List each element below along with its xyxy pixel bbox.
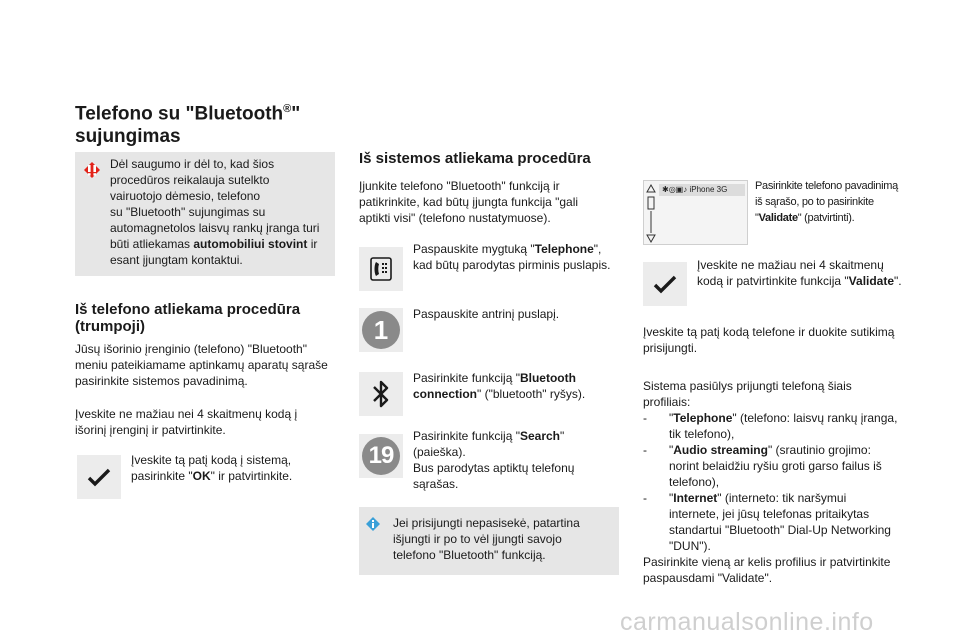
page-1-badge-box: [359, 308, 403, 352]
system-procedure-heading: Iš sistemos atliekama procedūra: [359, 150, 591, 167]
same-code-text: Įveskite tą patį kodą telefone ir duokite sutikimą prisijungti.: [643, 325, 895, 355]
watermark: carmanualsonline.info: [620, 608, 874, 636]
bluetooth-status-icons: ✱◎▣♪: [662, 185, 688, 194]
phone-procedure-para2: Įveskite ne mažiau nei 4 skaitmenų kodą į išorinį įrenginį ir patvirtinkite.: [75, 407, 298, 437]
step-bluetooth-text: Pasirinkite funkciją "Bluetooth connection" ("bluetooth" ryšys).: [413, 371, 586, 401]
step-search-text: Pasirinkite funkciją "Search" (paieška). Bus parodytas aptiktų telefonų sąrašas.: [413, 429, 575, 491]
checkmark-box: [77, 455, 121, 499]
page-title: Telefono su "Bluetooth®" sujungimas: [75, 103, 301, 148]
bluetooth-box: [359, 372, 403, 416]
phone-procedure-step: Įveskite tą patį kodą į sistemą, pasirinkite "OK" ir patvirtinkite.: [131, 453, 293, 483]
telephone-icon: [367, 255, 395, 283]
warning-icon: [82, 160, 102, 180]
page-19-badge-box: [359, 434, 403, 478]
select-phone-text: Pasirinkite telefono pavadinimą iš sąrašo, po to pasirinkite "Validate" (patvirtinti).: [755, 180, 898, 224]
info-icon: [365, 516, 381, 532]
enter-code-text: Įveskite ne mažiau nei 4 skaitmenų kodą ir patvirtinkite funkcija "Validate".: [697, 258, 902, 288]
phone-name-label: iPhone 3G: [689, 185, 728, 194]
profile-audio-streaming: - "Audio streaming" (srautinio grojimo: norint belaidžiu ryšiu groti garso failus iš telefono),: [643, 443, 882, 489]
phone-list-item[interactable]: [659, 184, 745, 196]
scrollbar-icon: [646, 183, 656, 243]
profile-internet: - "Internet" (interneto: tik naršymui internete, jei jūsų telefonas pritaikytas standartui "Bluetooth" Dial-Up Networking "DUN").: [643, 491, 891, 553]
phone-procedure-heading: Iš telefono atliekama procedūra (trumpoji): [75, 301, 301, 335]
phone-list-screen: [643, 180, 748, 245]
checkmark-box-2: [643, 262, 687, 306]
checkmark-icon: [87, 467, 111, 487]
profiles-list: [643, 410, 933, 554]
profile-telephone: - "Telephone" (telefono: laisvų rankų įranga, tik telefono),: [643, 411, 898, 441]
page-1-badge: 1: [362, 311, 400, 349]
phone-procedure-para1: Jūsų išorinio įrenginio (telefono) "Bluetooth" meniu pateikiamame aptinkamų aparatų sąraše pasirinkite sistemos pavadinimą.: [75, 342, 328, 388]
telephone-button-box: [359, 247, 403, 291]
warning-text: Dėl saugumo ir dėl to, kad šios procedūros reikalauja sutelkto vairuotojo dėmesio, telefono su "Bluetooth" sujungimas su automagnetolos laisvų rankų įranga turi būti atliekamas automobiliui stovint ir esant įjungtam kontaktui.: [110, 157, 320, 267]
step-telephone-text: Paspauskite mygtuką "Telephone", kad būtų parodytas pirminis puslapis.: [413, 242, 611, 272]
bluetooth-icon: [370, 379, 392, 409]
checkmark-icon: [653, 274, 677, 294]
system-procedure-intro: Įjunkite telefono "Bluetooth" funkciją ir patikrinkite, kad būtų įjungta funkcija "gali aptikti visi" (telefono nustatymuose).: [359, 179, 579, 225]
step-secondary-page-text: Paspauskite antrinį puslapį.: [413, 307, 560, 321]
page-19-badge: 19: [362, 437, 400, 475]
profiles-section: Sistema pasiūlys prijungti telefoną šiais profiliais: - "Telephone" (telefono: laisvų rankų įranga, tik telefono), - "Audio streaming" (srautinio grojimo: norint belaidžiu ryšiu groti garso failus iš telefono), - "Internet" (interneto: tik naršymui internete, jei jūsų telefonas pritaikytas standartui "Bluetooth" Dial-Up Networking "DUN"). Pasirinkite vieną ar kelis profilius ir patvirtinkite paspausdami "Validate".: [643, 378, 933, 586]
info-text: Jei prisijungti nepasisekė, patartina išjungti ir po to vėl įjungti savojo telefono "Bluetooth" funkciją.: [393, 516, 580, 562]
